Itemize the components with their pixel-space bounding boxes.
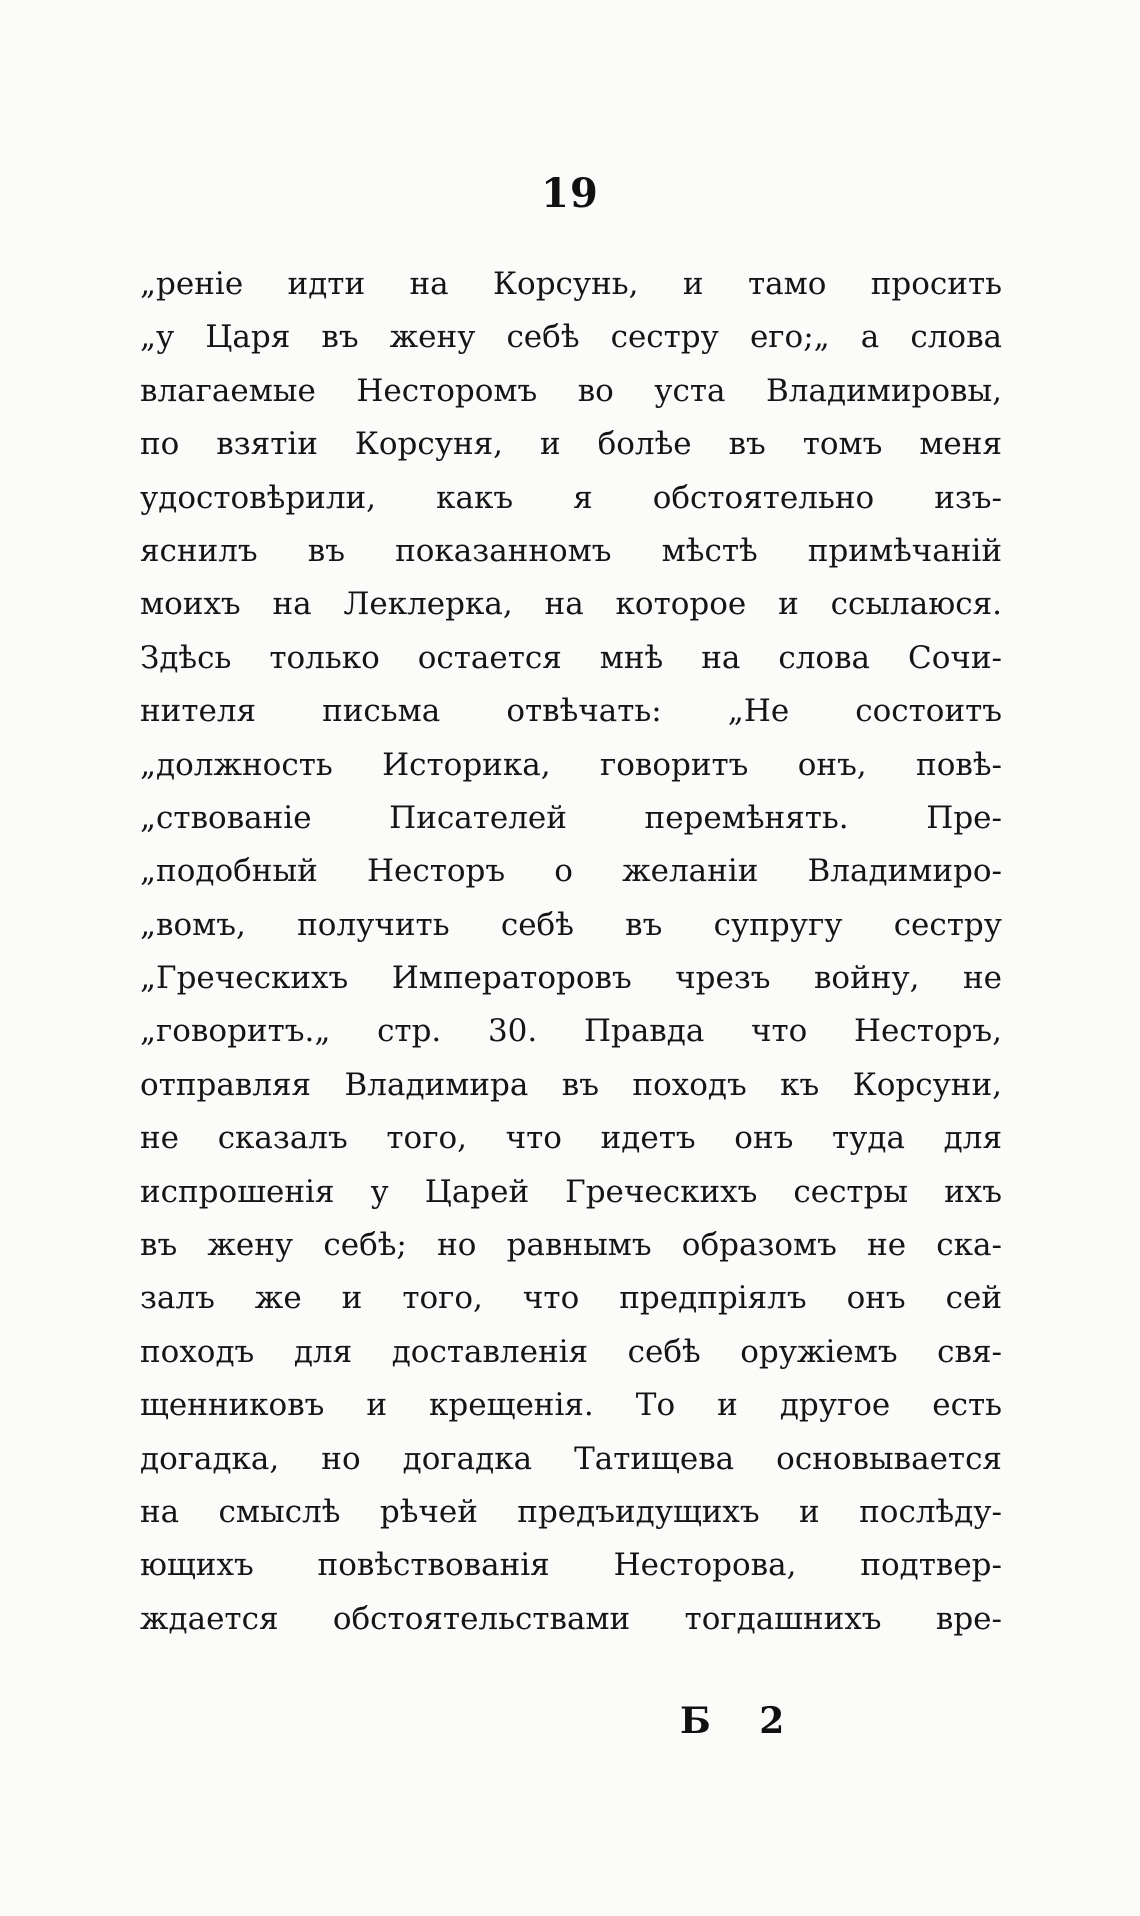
body-text (140, 258, 1002, 1646)
text-line: „говоритъ.„ стр. 30. Правда что Несторъ, (140, 1013, 1002, 1050)
text-line: не сказалъ того, что идетъ онъ туда для (140, 1120, 1002, 1157)
text-line: удостовѣрили, какъ я обстоятельно изъ- (140, 479, 1002, 516)
signature-mark: Б 2 (680, 1700, 803, 1742)
page-number: 19 (541, 170, 599, 217)
text-line: моихъ на Леклерка, на которое и ссылаюся. (140, 586, 1002, 623)
text-line: Здѣсь только остается мнѣ на слова Сочи- (140, 639, 1002, 676)
text-line: влагаемые Несторомъ во уста Владимировы, (140, 372, 1002, 409)
text-line: „подобный Несторъ о желаніи Владимиро- (140, 853, 1002, 890)
text-line: „должность Историка, говоритъ онъ, повѣ- (140, 746, 1002, 783)
text-line: „Греческихъ Императоровъ чрезъ войну, не (140, 960, 1002, 997)
text-line: въ жену себѣ; но равнымъ образомъ не ска- (140, 1227, 1002, 1264)
text-line: отправляя Владимира въ походъ къ Корсуни, (140, 1066, 1002, 1103)
text-line: нителя письма отвѣчать: „Не состоитъ (140, 693, 1002, 730)
text-line: „вомъ, получить себѣ въ супругу сестру (140, 906, 1002, 943)
text-line: „ствованіе Писателей перемѣнять. Пре- (140, 799, 1002, 836)
text-line: ждается обстоятельствами тогдашнихъ вре- (140, 1600, 1002, 1637)
text-line: „реніе идти на Корсунь, и тамо просить (140, 266, 1002, 302)
text-line: ющихъ повѣствованія Несторова, подтвер- (140, 1547, 1002, 1584)
text-line: яснилъ въ показанномъ мѣстѣ примѣчаній (140, 532, 1002, 569)
text-line: „у Царя въ жену себѣ сестру его;„ а слова (140, 319, 1002, 356)
text-line: по взятіи Корсуня, и болѣе въ томъ меня (140, 426, 1002, 463)
text-line: залъ же и того, что предпріялъ онъ сей (140, 1280, 1002, 1317)
text-line: на смыслѣ рѣчей предъидущихъ и послѣду- (140, 1493, 1002, 1530)
text-line: испрошенія у Царей Греческихъ сестры ихъ (140, 1173, 1002, 1210)
text-line: догадка, но догадка Татищева основывается (140, 1440, 1002, 1477)
text-line: походъ для доставленія себѣ оружіемъ свя- (140, 1333, 1002, 1370)
text-line: щенниковъ и крещенія. То и другое есть (140, 1387, 1002, 1424)
